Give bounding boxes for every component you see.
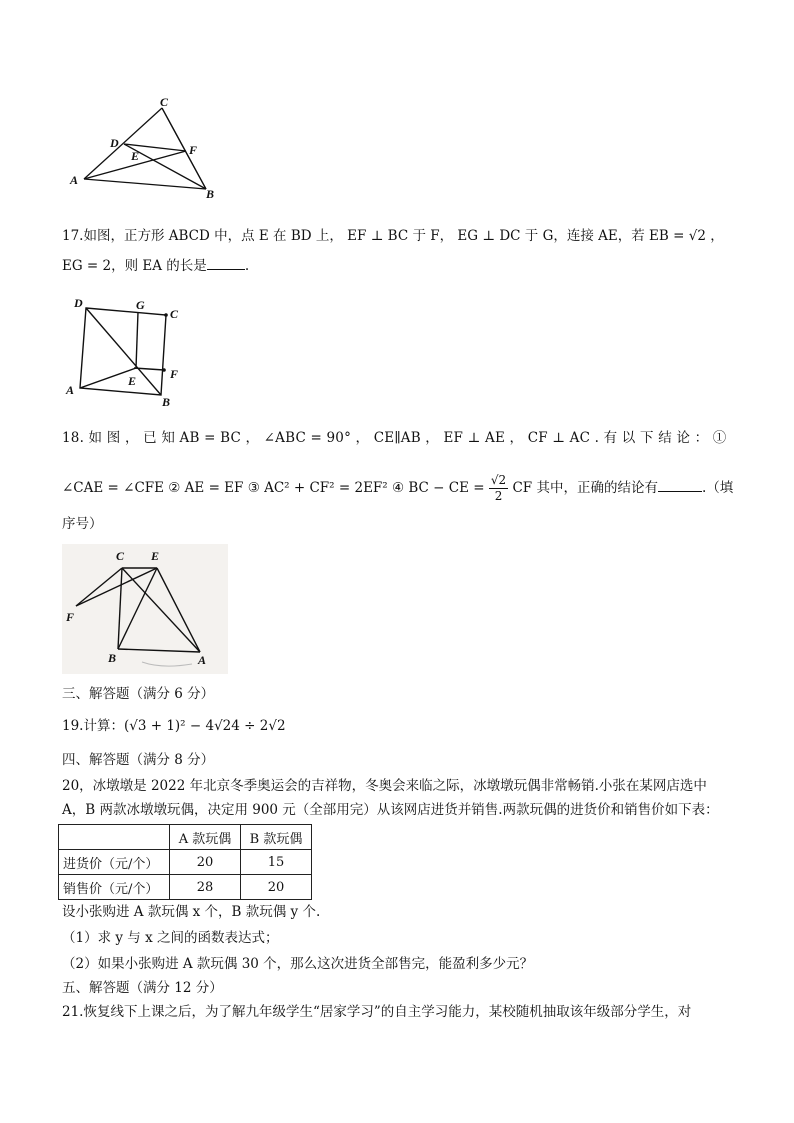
q20-line2: A，B 两款冰墩墩玩偶，决定用 900 元（全部用完）从该网店进货并销售.两款玩偶的进货价和销售价如下表： <box>62 802 719 818</box>
q17-answer-blank <box>207 257 245 270</box>
label-f: F <box>189 143 198 157</box>
q18-frac-num: √2 <box>490 473 507 487</box>
label-d: D <box>110 136 119 150</box>
q19: 19.计算：(√3 + 1)² − 4√24 ÷ 2√2 <box>62 718 286 734</box>
label-f: F <box>170 367 179 381</box>
q20-line3: 设小张购进 A 款玩偶 x 个，B 款玩偶 y 个. <box>62 904 321 920</box>
table-cell: 28 <box>170 875 241 900</box>
q17-line2-pre: EG = 2，则 EA 的长是 <box>62 258 207 274</box>
section-4-heading: 四、解答题（满分 8 分） <box>62 752 215 768</box>
table-cell: 20 <box>241 875 312 900</box>
q18-frac-den: 2 <box>494 489 503 503</box>
label-b: B <box>108 651 117 665</box>
section-5-heading: 五、解答题（满分 12 分） <box>62 980 223 996</box>
table-row <box>59 875 312 900</box>
label-f: F <box>66 610 75 624</box>
q18-line1: 18. 如 图 ， 已 知 AB = BC ， ∠ABC = 90° ， CE∥AB ， EF ⊥ AE ， CF ⊥ AC . 有 以 下 结 论 ： ① <box>62 430 727 446</box>
q18-line2 <box>62 470 733 506</box>
table-header-cell: A 款玩偶 <box>170 825 241 850</box>
figure-square-abcd <box>62 294 192 410</box>
q20-part1: （1）求 y 与 x 之间的函数表达式； <box>62 930 279 946</box>
table-cell: 20 <box>170 850 241 875</box>
q18-line2-b: CF 其中，正确的结论有 <box>512 480 658 496</box>
q20-line1: 20，冰墩墩是 2022 年北京冬季奥运会的吉祥物，冬奥会来临之际，冰墩墩玩偶非常畅销.小张在某网店选中 <box>62 778 707 794</box>
table-row <box>59 850 312 875</box>
label-b: B <box>206 187 215 201</box>
q18-fraction <box>489 473 508 504</box>
table-cell: 进货价（元/个） <box>59 850 170 875</box>
q17-line2 <box>62 256 249 276</box>
label-d: D <box>74 296 83 310</box>
label-c: C <box>160 95 169 109</box>
price-table <box>58 824 312 900</box>
figure-triangle-abc <box>62 94 232 204</box>
q18-line3: 序号） <box>62 516 103 532</box>
label-c: C <box>116 549 125 563</box>
label-b: B <box>162 395 171 409</box>
table-header-row <box>59 825 312 850</box>
label-c: C <box>170 307 179 321</box>
label-e: E <box>128 374 137 388</box>
q18-line2-a: ∠CAE = ∠CFE ② AE = EF ③ AC² + CF² = 2EF² ④ BC − CE = <box>62 480 485 496</box>
table-header-cell <box>59 825 170 850</box>
q17-line2-post: . <box>244 258 250 274</box>
q18-line2-c: .（填 <box>701 480 734 496</box>
q18-answer-blank <box>658 479 702 492</box>
figure-q18 <box>62 544 228 674</box>
label-a: A <box>198 653 207 667</box>
table-header-cell: B 款玩偶 <box>241 825 312 850</box>
q20-part2: （2）如果小张购进 A 款玩偶 30 个，那么这次进货全部售完，能盈利多少元？ <box>62 956 534 972</box>
label-e: E <box>131 149 140 163</box>
q17-line1: 17.如图，正方形 ABCD 中，点 E 在 BD 上， EF ⊥ BC 于 F， EG ⊥ DC 于 G，连接 AE，若 EB = √2 ， <box>62 228 724 244</box>
label-a: A <box>70 173 79 187</box>
label-e: E <box>151 549 160 563</box>
label-g: G <box>136 298 145 312</box>
table-cell: 销售价（元/个） <box>59 875 170 900</box>
section-3-heading: 三、解答题（满分 6 分） <box>62 686 215 702</box>
label-a: A <box>66 383 75 397</box>
q21-line1: 21.恢复线下上课之后，为了解九年级学生“居家学习”的自主学习能力，某校随机抽取该年级部分学生，对 <box>62 1004 692 1020</box>
table-cell: 15 <box>241 850 312 875</box>
